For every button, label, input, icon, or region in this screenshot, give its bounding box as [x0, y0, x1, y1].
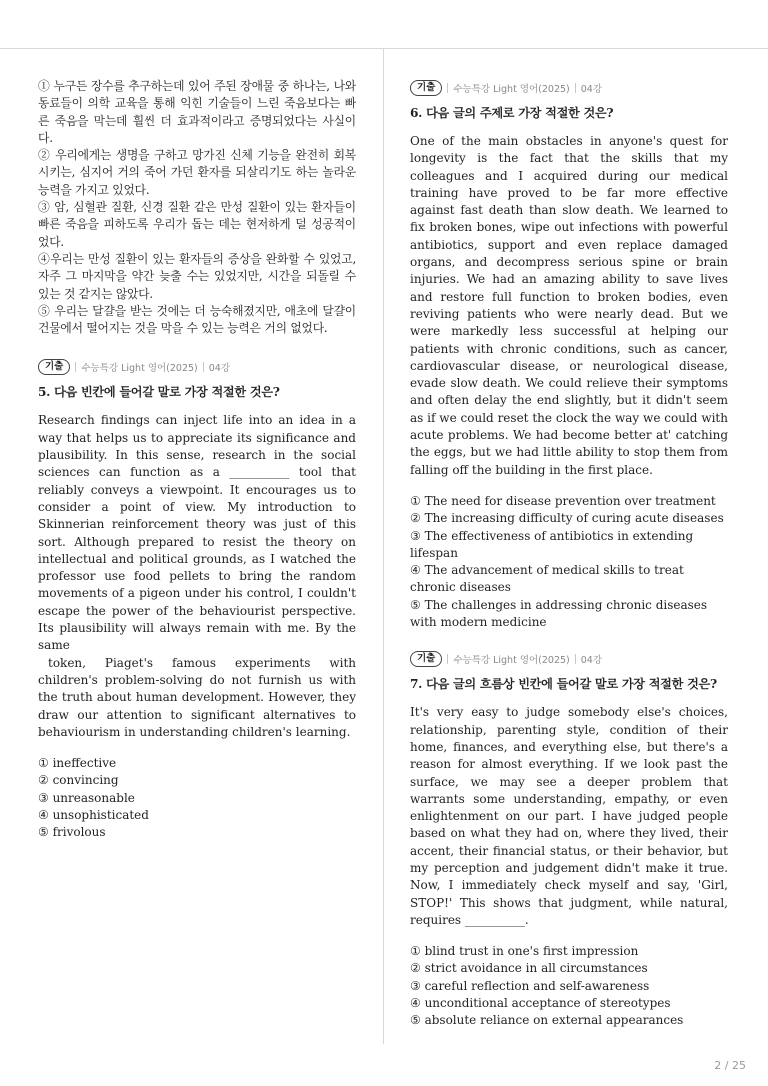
passage-text-continued: token, Piaget's famous experiments with children's problem-solving do not furnish us with the truth about human development. However, they draw our attention to significant alternatives to behaviourism in understanding children's learning.	[38, 655, 356, 739]
answer-option[interactable]: ② The increasing difficulty of curing acute diseases	[410, 511, 724, 526]
source-label: 수능특강 Light 영어(2025)	[453, 655, 570, 667]
answer-option[interactable]: ① ineffective	[38, 756, 117, 771]
left-column	[38, 78, 356, 842]
page-number: 2 / 25	[714, 1059, 746, 1072]
answer-option[interactable]: ② strict avoidance in all circumstances	[410, 961, 648, 976]
exam-tag-badge: 기출	[410, 651, 442, 667]
answer-option[interactable]: ③ unreasonable	[38, 790, 135, 805]
passage-text: One of the main obstacles in anyone's quest for longevity is the fact that the skills that my colleagues and I acquired during our medical training have proved to be far more effective against fast death than slow death. We learned to fix broken bones, wipe out infections with powerful antibiotics, support and even replace damaged organs, and decompress serious spine or brain injuries. We had an amazing ability to save lives and restore full function to broken bodies, even reviving patients who were nearly dead. But we were markedly less successful at helping our patients with chronic conditions, such as cancer, cardiovascular disease, or neurological disease, evade slow death. We could relieve their symptoms and often delay the end slightly, but it didn't seem as if we could reset the clock the way we could with acute problems. We had become better at' catching the eggs, but we had little ability to stop them from falling off the building in the first place.	[410, 134, 728, 477]
exam-tag-badge: 기출	[38, 359, 70, 375]
answer-options	[38, 755, 356, 841]
question-title: 6. 다음 글의 주제로 가장 적절한 것은?	[410, 106, 614, 120]
answer-option[interactable]: ③ careful reflection and self-awareness	[410, 978, 650, 993]
question-title: 7. 다음 글의 흐름상 빈칸에 들어갈 말로 가장 적절한 것은?	[410, 677, 717, 692]
korean-option: ① 누구든 장수를 추구하는데 있어 주된 장애물 중 하나는, 나와 동료들이 의학 교육을 통해 익힌 기술들이 느린 죽음보다는 빠른 죽음을 막는데 훨씬 더 효과적이라고 증명되었다는 사실이다.	[38, 79, 356, 145]
question-tagline	[410, 78, 728, 98]
question-tagline	[38, 357, 356, 377]
answer-options	[410, 493, 728, 631]
korean-option: ② 우리에게는 생명을 구하고 망가진 신체 기능을 완전히 회복시키는, 심지어 거의 죽어 가던 환자를 되살리기도 하는 놀라운 능력을 가지고 있었다.	[38, 148, 356, 197]
answer-option[interactable]: ④ unsophisticated	[38, 807, 149, 822]
korean-option: ③ 암, 심혈관 질환, 신경 질환 같은 만성 질환이 있는 환자들이 빠른 죽음을 피하도록 우리가 돕는 데는 현저하게 덜 성공적이었다.	[38, 200, 356, 249]
divider	[203, 362, 204, 372]
answer-option[interactable]: ⑤ absolute reliance on external appearances	[410, 1013, 684, 1028]
source-label: 수능특강 Light 영어(2025)	[81, 363, 198, 375]
korean-option: ④우리는 만성 질환이 있는 환자들의 증상을 완화할 수 있었고, 자주 그 마지막을 약간 늦출 수는 있었지만, 시간을 되돌릴 수 있는 것 같지는 않았다.	[38, 251, 356, 301]
answer-option[interactable]: ④ unconditional acceptance of stereotypes	[410, 996, 671, 1011]
lesson-label: 04강	[208, 363, 231, 375]
question-title: 5. 다음 빈칸에 들어갈 말로 가장 적절한 것은?	[38, 385, 280, 400]
right-column	[410, 78, 728, 1030]
passage-text: It's very easy to judge somebody else's choices, relationship, parenting style, condition of their home, finances, and everything else, but there's a reason for almost everything. If we look past the surface, we may see a deeper problem that warrants some understanding, empathy, or even enlightenment on our part. I have judged people based on what they had on, where they lived, their accent, their financial status, or their behavior, but my perception and judgement didn't make it true. Now, I immediately check myself and say, 'Girl, STOP!' This shows that judgment, while natural, requires __________.	[410, 705, 728, 927]
lesson-label: 04강	[580, 655, 603, 667]
divider	[447, 83, 448, 93]
column-divider	[383, 49, 384, 1044]
passage-text: Research findings can inject life into an idea in a way that helps us to appreciate its significance and plausibility. In this sense, research in the social sciences can function as a __________ tool that reliably conveys a viewpoint. It encourages us to consider a point of view. My introduction to Skinnerian reinforcement theory was just of this sort. Although prepared to resist the theory on intellectual and political grounds, as I watched the professor use food pellets to bring the random movements of a pigeon under his control, I couldn't escape the power of the behaviourist perspective. Its plausibility will always remain with me. By the same	[38, 413, 356, 653]
exam-tag-badge: 기출	[410, 80, 442, 96]
answer-option[interactable]: ③ The effectiveness of antibiotics in extending lifespan	[410, 528, 694, 560]
divider	[575, 83, 576, 93]
answer-options	[410, 943, 728, 1029]
source-label: 수능특강 Light 영어(2025)	[453, 84, 570, 95]
question-7	[410, 649, 728, 1029]
question-6	[410, 78, 728, 631]
answer-option[interactable]: ⑤ The challenges in addressing chronic diseases with modern medicine	[410, 597, 708, 630]
answer-option[interactable]: ④ The advancement of medical skills to treat chronic diseases	[410, 563, 684, 595]
answer-option[interactable]: ⑤ frivolous	[38, 825, 106, 840]
korean-options	[38, 78, 356, 337]
answer-option[interactable]: ① blind trust in one's first impression	[410, 944, 639, 959]
question-5	[38, 357, 356, 841]
divider	[575, 654, 576, 664]
answer-option[interactable]: ② convincing	[38, 773, 119, 788]
answer-option[interactable]: ① The need for disease prevention over treatment	[410, 493, 716, 508]
header-divider	[0, 48, 768, 49]
korean-option: ⑤ 우리는 달걀을 받는 것에는 더 능숙해졌지만, 애초에 달걀이 건물에서 떨어지는 것을 막을 수 있는 능력은 거의 없었다.	[38, 303, 356, 336]
divider	[75, 362, 76, 372]
divider	[447, 654, 448, 664]
lesson-label: 04강	[580, 84, 603, 95]
question-tagline	[410, 649, 728, 669]
